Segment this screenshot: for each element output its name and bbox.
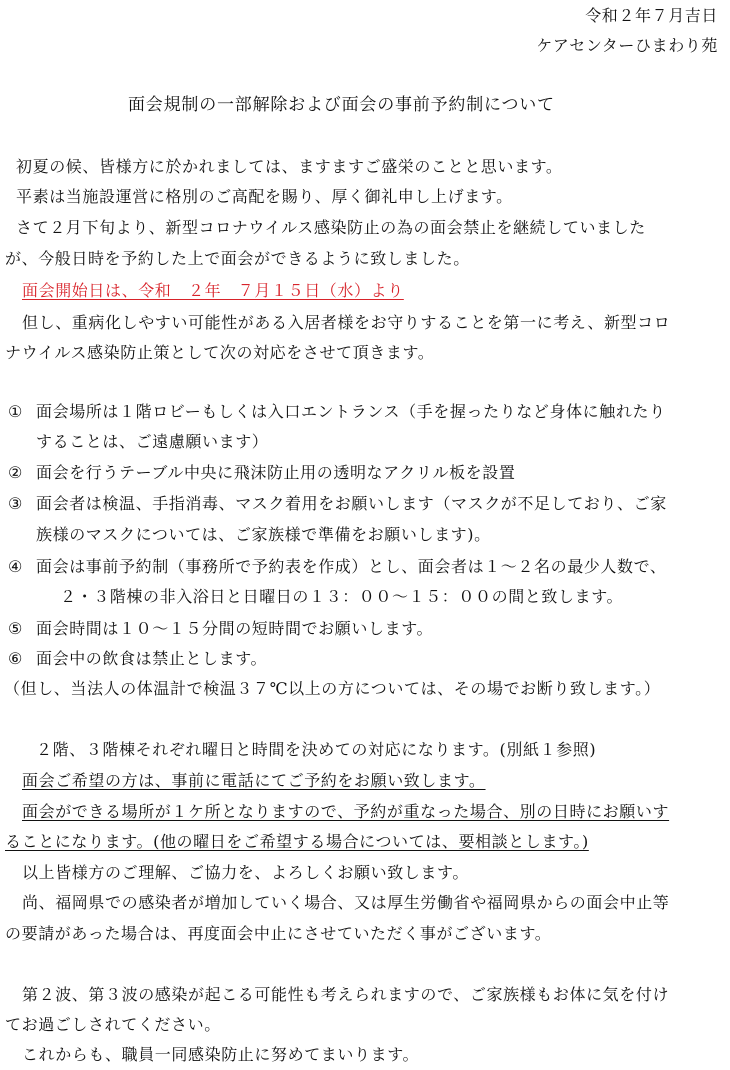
list-item-4-number: ④ bbox=[8, 557, 23, 576]
list-item-3-text: 面会者は検温、手指消毒、マスク着用をお願いします（マスクが不足しており、ご家 bbox=[36, 494, 667, 513]
body-line-7: の要請があった場合は、再度面会中止にさせていただく事がございます。 bbox=[5, 924, 552, 943]
list-item-6-text: 面会中の飲食は禁止とします。 bbox=[36, 649, 268, 668]
list-item-4-continuation: ２・３階棟の非入浴日と日曜日の１３：００～１５：００の間と致します。 bbox=[60, 587, 624, 606]
intro-line-6: 但し、重病化しやすい可能性がある入居者様をお守りすることを第一に考え、新型コロ bbox=[22, 313, 671, 332]
list-item-1-number: ① bbox=[8, 402, 23, 421]
closing-line-2: てお過ごしされてください。 bbox=[5, 1015, 221, 1034]
list-item-2-number: ② bbox=[8, 463, 23, 482]
body-line-5: 以上皆様方のご理解、ご協力を、よろしくお願い致します。 bbox=[22, 863, 469, 882]
list-item-5-number: ⑤ bbox=[8, 619, 23, 638]
list-item-4-text: 面会は事前予約制（事務所で予約表を作成）とし、面会者は１～２名の最少人数で、 bbox=[36, 557, 667, 576]
location-notice-line-2: ることになります。(他の曜日をご希望する場合については、要相談とします。) bbox=[5, 832, 589, 851]
body-line-6: 尚、福岡県での感染者が増加していく場合、又は厚生労働省や福岡県からの面会中止等 bbox=[22, 893, 670, 912]
intro-line-1: 初夏の候、皆様方に於かれましては、ますますご盛栄のことと思います。 bbox=[16, 157, 563, 176]
list-item-1-continuation: することは、ご遠慮願います） bbox=[36, 432, 269, 451]
list-item-6-number: ⑥ bbox=[8, 649, 23, 668]
body-line-1: ２階、３階棟それぞれ曜日と時間を決めての対応になります。(別紙１参照) bbox=[36, 740, 597, 759]
intro-line-2: 平素は当施設運営に格別のご高配を賜り、厚く御礼申し上げます。 bbox=[16, 187, 513, 206]
list-item-1-text: 面会場所は１階ロビーもしくは入口エントランス（手を握ったりなど身体に触れたり bbox=[36, 402, 666, 421]
list-item-2-text: 面会を行うテーブル中央に飛沫防止用の透明なアクリル板を設置 bbox=[36, 463, 516, 482]
location-notice-line-1: 面会ができる場所が１ケ所となりますので、予約が重なった場合、別の日時にお願いす bbox=[22, 802, 670, 821]
intro-line-7: ナウイルス感染防止策として次の対応をさせて頂きます。 bbox=[5, 343, 435, 362]
closing-line-1: 第２波、第３波の感染が起こる可能性も考えられますので、ご家族様もお体に気を付け bbox=[22, 985, 670, 1004]
start-date-notice: 面会開始日は、令和 ２年 ７月１５日（水）より bbox=[22, 281, 404, 300]
intro-line-4: が、今般日時を予約した上で面会ができるように致しました。 bbox=[5, 249, 470, 268]
document-title: 面会規制の一部解除および面会の事前予約制について bbox=[128, 95, 555, 115]
temperature-note: （但し、当法人の体温計で検温３７℃以上の方については、その場でお断り致します。） bbox=[4, 679, 661, 698]
list-item-3-continuation: 族様のマスクについては、ご家族様で準備をお願いします)。 bbox=[36, 525, 491, 544]
list-item-5-text: 面会時間は１０～１５分間の短時間でお願いします。 bbox=[36, 619, 434, 638]
header-organization: ケアセンターひまわり苑 bbox=[536, 36, 718, 55]
closing-line-3: これからも、職員一同感染防止に努めてまいります。 bbox=[22, 1045, 420, 1064]
header-date: 令和２年７月吉日 bbox=[585, 6, 718, 25]
intro-line-3: さて２月下旬より、新型コロナウイルス感染防止の為の面会禁止を継続していました bbox=[16, 218, 646, 237]
reservation-notice: 面会ご希望の方は、事前に電話にてご予約をお願い致します。 bbox=[22, 771, 486, 790]
list-item-3-number: ③ bbox=[8, 494, 23, 513]
